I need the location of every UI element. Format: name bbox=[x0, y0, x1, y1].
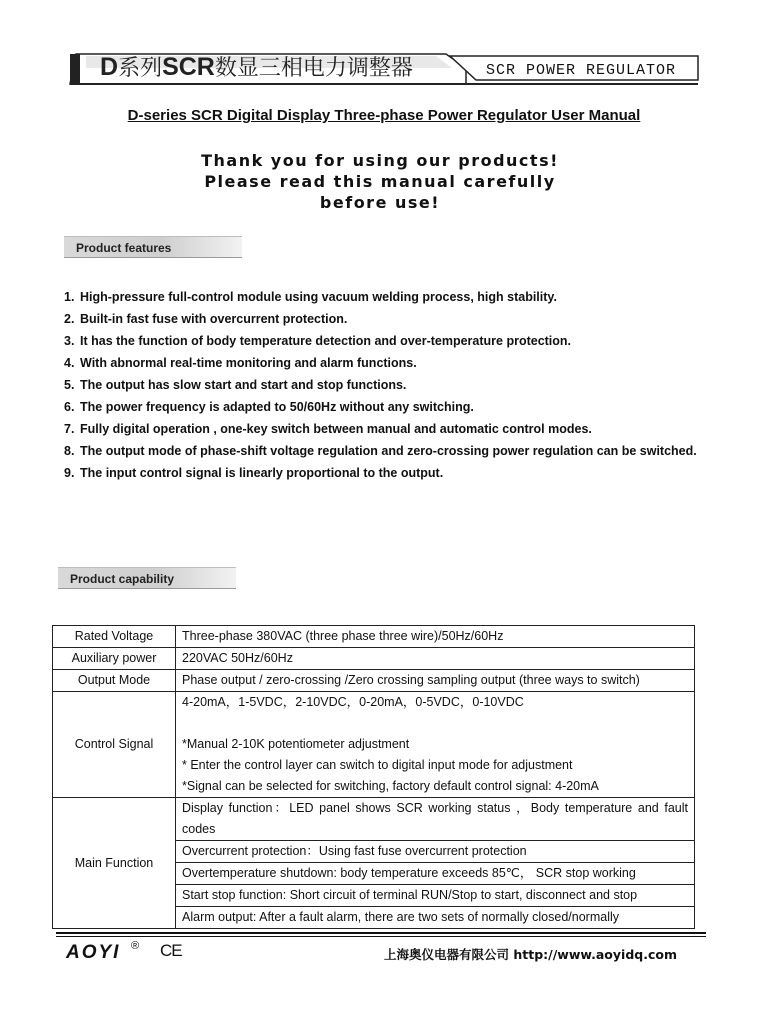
thanks-block bbox=[0, 150, 760, 213]
thanks-line-2: Please read this manual carefully bbox=[204, 172, 556, 191]
feature-item bbox=[64, 374, 724, 396]
feature-number: 7. bbox=[64, 422, 75, 436]
table-row bbox=[53, 648, 695, 670]
section-tag-features: Product features bbox=[64, 236, 242, 258]
feature-text: High-pressure full-control module using vacuum welding process, high stability. bbox=[80, 290, 557, 304]
feature-text: Built-in fast fuse with overcurrent protection. bbox=[80, 312, 348, 326]
feature-number: 4. bbox=[64, 356, 75, 370]
header-title-cn1: 系列 bbox=[118, 56, 163, 81]
control-signal-line: 4-20mA，1-5VDC，2-10VDC，0-20mA，0-5VDC，0-10VDC bbox=[182, 695, 524, 709]
feature-number: 8. bbox=[64, 444, 75, 458]
registered-mark: ® bbox=[131, 940, 140, 952]
spec-key: Main Function bbox=[53, 798, 176, 929]
spec-value: Display function：LED panel shows SCR working status ，Body temperature and fault codes bbox=[176, 798, 695, 841]
feature-item bbox=[64, 308, 724, 330]
header-banner bbox=[66, 50, 702, 86]
spec-value-multi bbox=[176, 692, 695, 798]
spec-value: Phase output / zero-crossing /Zero crossing sampling output (three ways to switch) bbox=[176, 670, 695, 692]
spec-value: Alarm output: After a fault alarm, there are two sets of normally closed/normally bbox=[176, 907, 695, 929]
feature-text: The power frequency is adapted to 50/60Hz without any switching. bbox=[80, 400, 474, 414]
spec-value: Overcurrent protection：Using fast fuse overcurrent protection bbox=[176, 841, 695, 863]
spec-value: 220VAC 50Hz/60Hz bbox=[176, 648, 695, 670]
table-row bbox=[53, 670, 695, 692]
feature-item bbox=[64, 286, 724, 308]
feature-number: 3. bbox=[64, 334, 75, 348]
document-title: D-series SCR Digital Display Three-phase Power Regulator User Manual bbox=[127, 107, 641, 124]
thanks-line-3: before use! bbox=[319, 193, 441, 212]
feature-number: 2. bbox=[64, 312, 75, 326]
feature-text: Fully digital operation , one-key switch between manual and automatic control modes. bbox=[80, 422, 592, 436]
header-title-scr: SCR bbox=[162, 53, 215, 81]
feature-text: It has the function of body temperature detection and over-temperature protection. bbox=[80, 334, 572, 348]
feature-number: 1. bbox=[64, 290, 75, 304]
section-tag-capability: Product capability bbox=[58, 567, 236, 589]
feature-number: 6. bbox=[64, 400, 75, 414]
features-list bbox=[64, 286, 724, 484]
feature-number: 5. bbox=[64, 378, 75, 392]
ce-mark-icon: CE bbox=[160, 941, 182, 960]
header-title-cn bbox=[100, 52, 413, 82]
feature-text: The input control signal is linearly proportional to the output. bbox=[80, 466, 444, 480]
control-signal-line: *Manual 2-10K potentiometer adjustment bbox=[182, 737, 410, 751]
header-subtitle-en: SCR POWER REGULATOR bbox=[486, 62, 677, 79]
control-signal-line: * Enter the control layer can switch to digital input mode for adjustment bbox=[182, 758, 573, 772]
control-signal-line: *Signal can be selected for switching, factory default control signal: 4-20mA bbox=[182, 779, 599, 793]
header-title-cn2: 数显三相电力调整器 bbox=[214, 56, 413, 81]
brand-logo: AOYI bbox=[66, 942, 121, 963]
table-row bbox=[53, 798, 695, 841]
feature-text: The output mode of phase-shift voltage regulation and zero-crossing power regulation can be switched. bbox=[80, 444, 697, 458]
capability-table bbox=[52, 625, 695, 929]
feature-item bbox=[64, 462, 724, 484]
feature-item bbox=[64, 352, 724, 374]
table-row bbox=[53, 692, 695, 798]
footer-rule-thin bbox=[56, 936, 706, 937]
feature-number: 9. bbox=[64, 466, 75, 480]
spacer bbox=[182, 713, 688, 734]
spec-value: Three-phase 380VAC (three phase three wire)/50Hz/60Hz bbox=[176, 626, 695, 648]
spec-key: Control Signal bbox=[53, 692, 176, 798]
spec-key: Rated Voltage bbox=[53, 626, 176, 648]
thanks-line-1: Thank you for using our products! bbox=[201, 151, 559, 170]
feature-item bbox=[64, 330, 724, 352]
feature-item bbox=[64, 440, 724, 462]
feature-text: With abnormal real-time monitoring and alarm functions. bbox=[80, 356, 417, 370]
spec-key: Output Mode bbox=[53, 670, 176, 692]
spec-value: Overtemperature shutdown: body temperature exceeds 85℃， SCR stop working bbox=[176, 863, 695, 885]
feature-item bbox=[64, 418, 724, 440]
company-info: 上海奥仪电器有限公司 http://www.aoyidq.com bbox=[384, 947, 677, 962]
footer-rule bbox=[56, 932, 706, 934]
feature-text: The output has slow start and start and stop functions. bbox=[80, 378, 407, 392]
header-title-prefix: D bbox=[100, 53, 119, 81]
table-row bbox=[53, 626, 695, 648]
spec-key: Auxiliary power bbox=[53, 648, 176, 670]
spec-value: Start stop function: Short circuit of terminal RUN/Stop to start, disconnect and stop bbox=[176, 885, 695, 907]
feature-item bbox=[64, 396, 724, 418]
